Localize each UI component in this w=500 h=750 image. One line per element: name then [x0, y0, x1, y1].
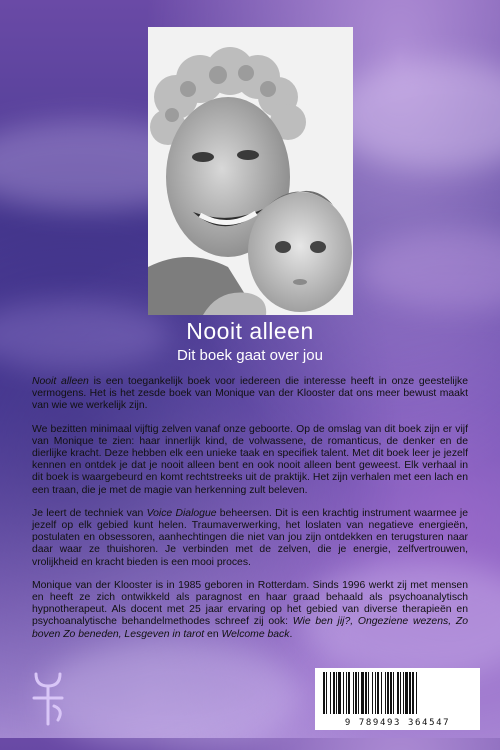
blurb-text: is een toegankelijk boek voor iedereen die interesse heeft in onze geestelijke vermogens. Het is het zesde boek van Monique van der Klooster dat ons meer bewust maakt van wie we werkelijk zijn.	[32, 376, 468, 412]
barcode-bar	[355, 672, 357, 714]
technique-name-italic: Voice Dialogue	[146, 507, 217, 519]
publisher-logo-icon	[28, 670, 68, 726]
barcode-bar	[381, 672, 382, 714]
book-title-italic: Nooit alleen	[32, 376, 89, 387]
barcode-bar	[333, 672, 335, 714]
blurb-paragraph-author	[32, 580, 468, 641]
blurb-paragraph-selves: We bezitten minimaal vijftig zelven vanaf onze geboorte. Op de omslag van dit boek zijn er vijf van Monique te zien: haar innerlijk kind, de volwassene, de romanticus, de denker en de dierlijke kracht. Deze hebben elk een unieke taak en specifiek talent. Met dit boek leer je jezelf kennen en ontdek je dat je nooit alleen bent en ook nooit alleen bent geweest. Elk verhaal in dit boek is waargebeurd en komt rechtstreeks uit de praktijk. Het zijn verhalen met een lach en een traan, die je met de magie van herkenning zult beleven.	[32, 423, 468, 496]
barcode-bar	[368, 672, 369, 714]
barcode-bar	[338, 672, 341, 714]
barcode-bar	[393, 672, 394, 714]
barcode-bar	[375, 672, 376, 714]
blurb-text: Monique van der Klooster is in 1985 geboren in Rotterdam. Sinds 1996 werkt zij met mensen en heeft ze zich ontwikkeld als paragnost en haar graad behaald als psychoanalytisch hypnotherapeut. Als docent met 25 jaar ervaring op het gebied van diverse therapieën en psychoanalytische behandelmethodes schreef zij ook:	[32, 579, 468, 628]
blurb-text: .	[289, 628, 293, 640]
barcode-bar	[397, 672, 399, 714]
blurb-text: en	[204, 628, 222, 640]
other-titles-italic: Wie ben jij?, Ongeziene wezens, Zo boven Zo beneden, Lesgeven in tarot	[32, 616, 468, 640]
barcode-bars	[315, 668, 480, 718]
barcode-bar	[400, 672, 401, 714]
book-title: Nooit alleen	[186, 318, 314, 344]
blurb-text: Je leert de techniek van	[32, 507, 147, 519]
barcode-bar	[416, 672, 417, 714]
barcode-bar	[330, 672, 331, 714]
isbn-digits: 9 789493 364547	[344, 718, 451, 728]
barcode-bar	[390, 672, 392, 714]
barcode-bar	[348, 672, 350, 714]
barcode-bar	[365, 672, 367, 714]
back-cover-blurb	[32, 376, 468, 652]
barcode-bar	[385, 672, 386, 714]
blurb-paragraph-technique	[32, 508, 468, 569]
isbn-barcode	[315, 668, 480, 730]
blurb-paragraph-intro	[32, 376, 468, 413]
barcode-bar	[372, 672, 373, 714]
cloud-shape	[330, 60, 500, 170]
barcode-bar	[326, 672, 327, 714]
barcode-bar	[353, 672, 354, 714]
barcode-bar	[377, 672, 379, 714]
author-photo	[148, 27, 353, 315]
barcode-bar	[358, 672, 359, 714]
blurb-text: beheersen. Dit is een krachtig instrument waarmee je jezelf op elk gebied kunt helen. Traumaverwerking, het loslaten van negatieve energieën, postulaten en obsessoren, aanhechtingen die niet van jou zijn ontdekken en terugsturen naar daar waar ze thuishoren. Je verbinden met de zelven, die je energie, zelfvertrouwen, vrolijkheid en kracht bieden is een mooi proces.	[32, 507, 468, 568]
cloud-shape	[40, 640, 300, 750]
barcode-bar	[343, 672, 344, 714]
barcode-bar	[336, 672, 337, 714]
barcode-bar	[403, 672, 404, 714]
barcode-bar	[361, 672, 364, 714]
barcode-bar	[346, 672, 347, 714]
barcode-bar	[323, 672, 325, 714]
cloud-shape	[360, 230, 500, 310]
barcode-bar	[405, 672, 408, 714]
barcode-bar	[409, 672, 411, 714]
barcode-bar	[387, 672, 389, 714]
other-title-italic: Welcome back	[221, 628, 290, 640]
barcode-bar	[412, 672, 414, 714]
book-subtitle: Dit boek gaat over jou	[177, 347, 323, 364]
